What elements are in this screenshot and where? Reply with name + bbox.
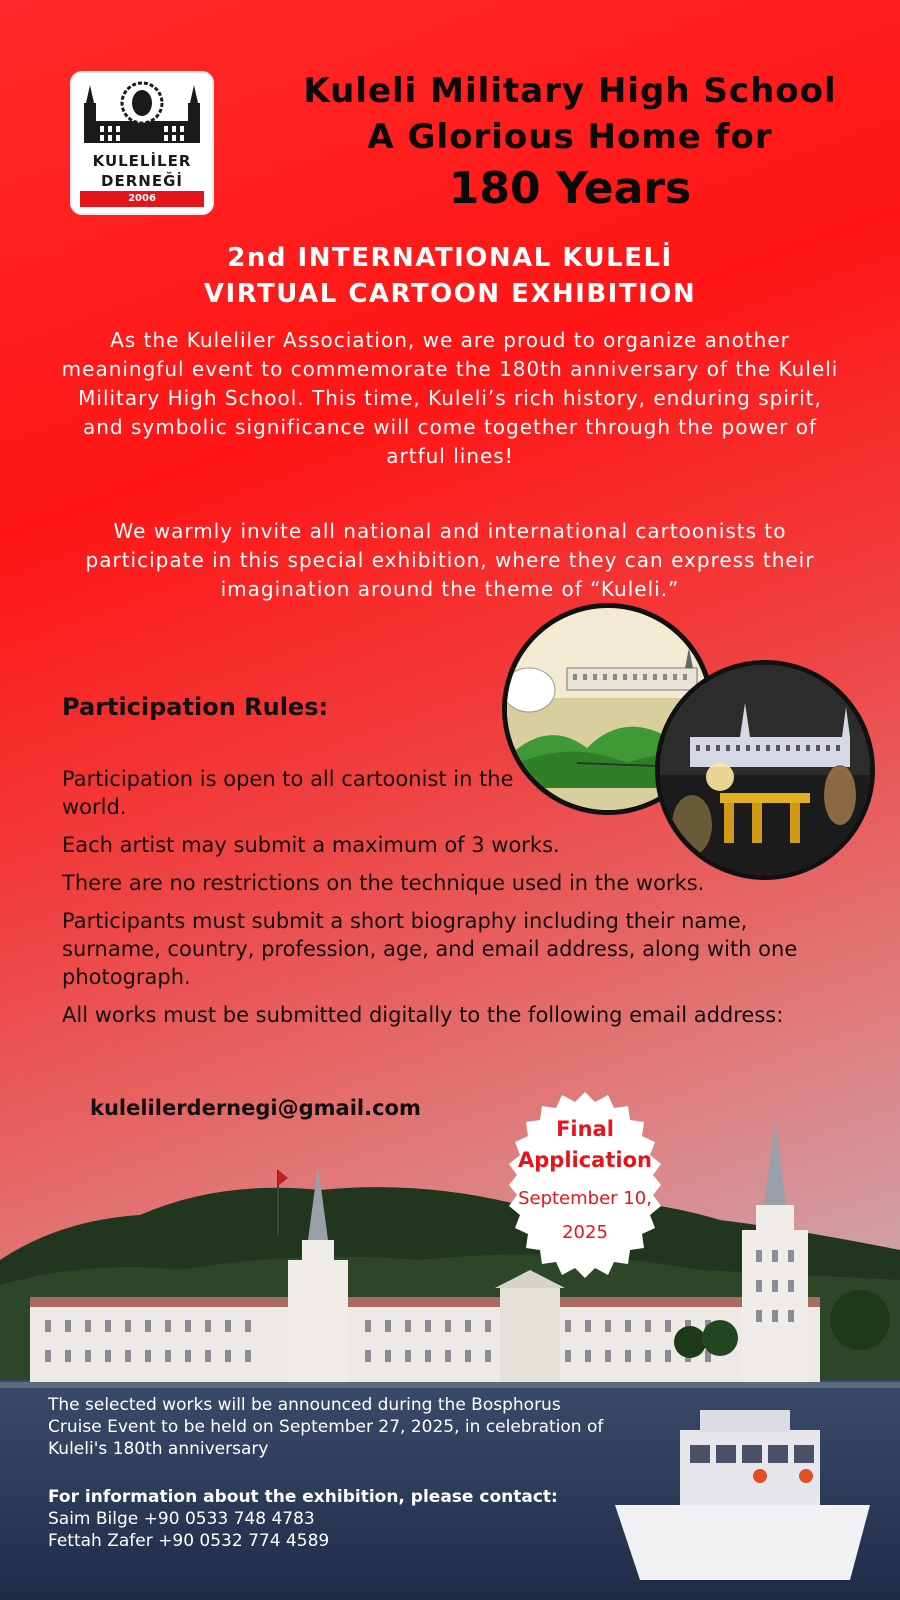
rules-list [62,765,852,1039]
rule-item: Each artist may submit a maximum of 3 works. [62,833,560,857]
deadline-label-line2: Application [518,1148,652,1172]
title-line3: 180 Years [448,163,692,214]
deadline-date: September 10, 2025 [518,1188,652,1243]
exhibition-title-line2: VIRTUAL CARTOON EXHIBITION [203,279,697,309]
exhibition-title-line1: 2nd INTERNATIONAL KULELİ [227,243,673,273]
contact-2: Fettah Zafer +90 0532 774 4589 [48,1531,330,1551]
rule-item: Participants must submit a short biography including their name, surname, country, profession, age, and email address, along with one photograph. [62,909,798,989]
title-line1: Kuleli Military High School [303,71,837,111]
contact-block [48,1486,558,1552]
submission-email-link[interactable]: kulelilerdernegi@gmail.com [90,1096,421,1120]
rule-item: All works must be submitted digitally to the following email address: [62,1003,784,1027]
logo-year: 2006 [80,191,204,207]
kuleliler-logo [72,73,212,213]
invite-paragraph: We warmly invite all national and international cartoonists to participate in this special exhibition, where they can express their imagination around the theme of “Kuleli.” [85,519,815,601]
announcement-text: The selected works will be announced during the Bosphorus Cruise Event to be held on September 27, 2025, in celebration of Kuleli's 180th anniversary [48,1395,604,1459]
page-title [250,68,890,218]
rule-item: There are no restrictions on the technique used in the works. [62,871,705,895]
exhibition-title [100,240,800,312]
contact-1: Saim Bilge +90 0533 748 4783 [48,1509,315,1529]
deadline-badge [490,1090,680,1280]
logo-name-line2: DERNEĞİ [101,172,183,190]
contact-title: For information about the exhibition, please contact: [48,1487,558,1507]
title-line2: A Glorious Home for [367,117,773,157]
logo-name-line1: KULELİLER [92,152,192,170]
intro-paragraph: As the Kuleliler Association, we are proud to organize another meaningful event to commemorate the 180th anniversary of the Kuleli Military High School. This time, Kuleli’s rich history, enduring spirit, and symbolic significance will come together through the power of artful lines! [61,328,839,468]
deadline-label-line1: Final [556,1117,614,1141]
rules-title: Participation Rules: [62,693,329,721]
rule-item: Participation is open to all cartoonist in the world. [62,767,514,819]
logo-name [72,151,212,191]
